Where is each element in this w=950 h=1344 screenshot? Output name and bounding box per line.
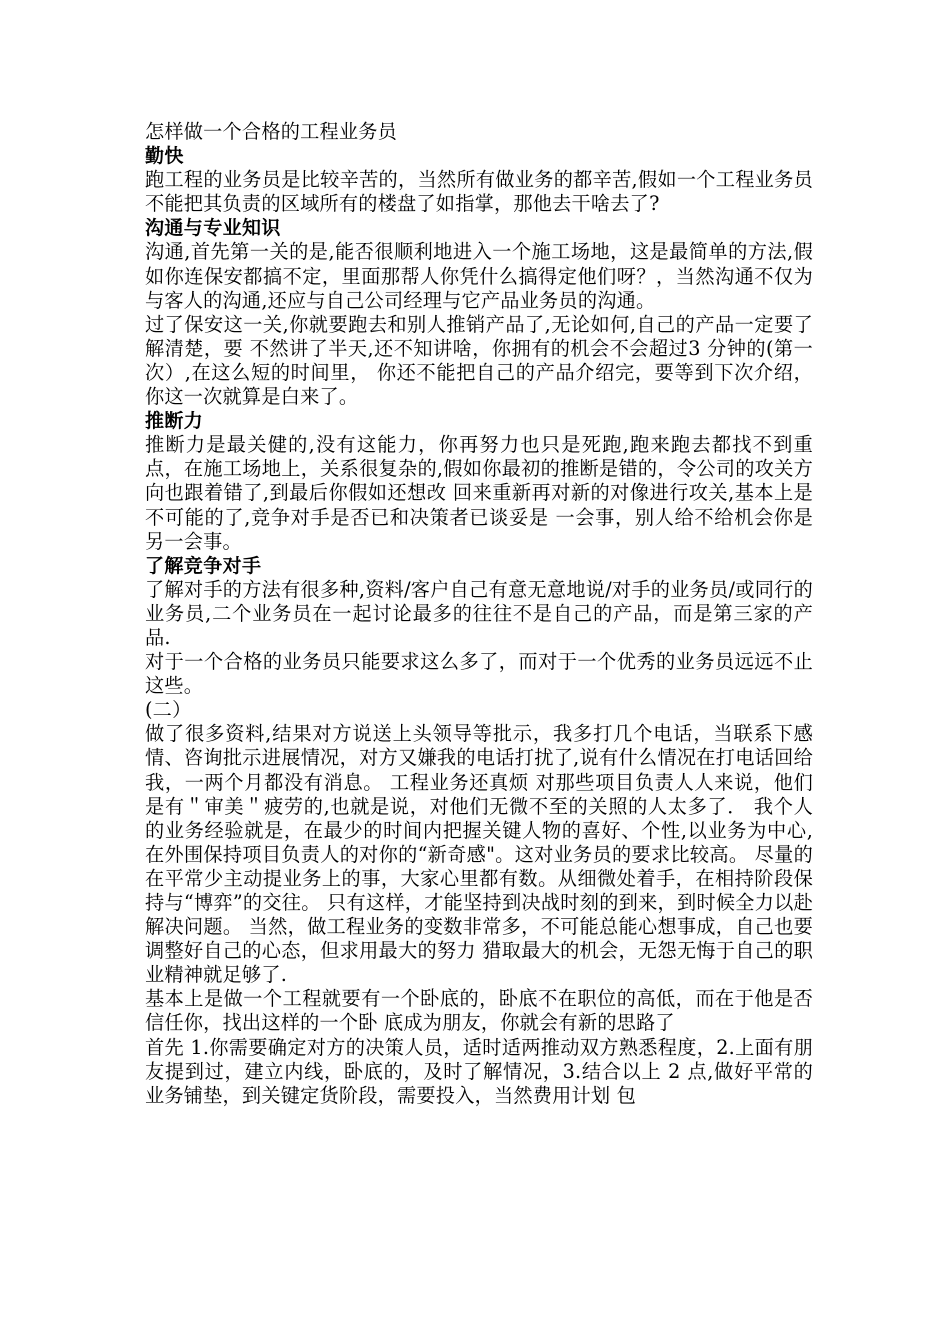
paragraph: 做了很多资料,结果对方说送上头领导等批示，我多打几个电话，当联系下感情、咨询批示进展情况，对方又嫌我的电话打扰了,说有什么情况在打电话回给我，一两个月都没有消息。 工程业务还真烦 对那些项目负责人人来说，他们是有＂审美＂疲劳的,也就是说，对他们无微不至的关照的人太多了． 我个人的业务经验就是，在最少的时间内把握关键人物的喜好、个性,以业务为中心,在外围保持项目负责人的对你的“新奇感"。这对业务员的要求比较高。 尽量的在平常少主动提业务上的事，大家心里都有数。从细微处着手，在相持阶段保持与“博弈”的交往。 只有这样，才能坚持到决战时刻的到来，到时候全力以赴解决问题。 当然，做工程业务的变数非常多，不可能总能心想事成，自己也要调整好自己的心态，但求用最大的努力 猎取最大的机会，无怨无悔于自己的职业精神就足够了. bbox=[145, 722, 813, 987]
paragraph: 跑工程的业务员是比较辛苦的，当然所有做业务的都辛苦,假如一个工程业务员不能把其负责的区域所有的楼盘了如指掌，那他去干啥去了? bbox=[145, 168, 813, 216]
paragraph: 基本上是做一个工程就要有一个卧底的，卧底不在职位的高低，而在于他是否信任你，找出这样的一个卧 底成为朋友，你就会有新的思路了 bbox=[145, 987, 813, 1035]
paragraph: 过了保安这一关,你就要跑去和别人推销产品了,无论如何,自己的产品一定要了解清楚，要 不然讲了半天,还不知讲啥，你拥有的机会不会超过3 分钟的(第一次）,在这么短的时间里， 你还不能把自己的产品介绍完，要等到下次介绍，你这一次就算是白来了。 bbox=[145, 312, 813, 409]
document-title: 怎样做一个合格的工程业务员 bbox=[145, 120, 398, 143]
section-heading-judgment: 推断力 bbox=[145, 410, 204, 433]
section-heading-diligence: 勤快 bbox=[145, 145, 184, 168]
section-heading-communication: 沟通与专业知识 bbox=[145, 217, 281, 240]
paragraph: 了解对手的方法有很多种,资料/客户自己有意无意地说/对手的业务员/或同行的业务员,二个业务员在一起讨论最多的往往不是自己的产品，而是第三家的产品. bbox=[145, 577, 813, 649]
document-body bbox=[145, 120, 813, 1108]
paragraph: 首先 1.你需要确定对方的决策人员，适时适两推动双方熟悉程度，2.上面有朋友提到过，建立内线，卧底的，及时了解情况，3.结合以上 2 点,做好平常的业务铺垫，到关键定货阶段，需要投入，当然费用计划 包 bbox=[145, 1035, 813, 1107]
section-heading-competitors: 了解竞争对手 bbox=[145, 554, 262, 577]
part-two-marker: (二） bbox=[145, 698, 192, 722]
paragraph: 对于一个合格的业务员只能要求这么多了，而对于一个优秀的业务员远远不止这些。 bbox=[145, 650, 813, 698]
paragraph: 沟通,首先第一关的是,能否很顺利地进入一个施工场地，这是最简单的方法,假如你连保安都搞不定，里面那帮人你凭什么搞得定他们呀？，当然沟通不仅为与客人的沟通,还应与自己公司经理与它产品业务员的沟通。 bbox=[145, 240, 813, 312]
paragraph: 推断力是最关健的,没有这能力，你再努力也只是死跑,跑来跑去都找不到重点，在施工场地上，关系很复杂的,假如你最初的推断是错的，令公司的攻关方向也跟着错了,到最后你假如还想改 回来重新再对新的对像进行攻关,基本上是不可能的了,竞争对手是否已和决策者已谈妥是 一会事，别人给不给机会你是另一会事。 bbox=[145, 433, 813, 553]
